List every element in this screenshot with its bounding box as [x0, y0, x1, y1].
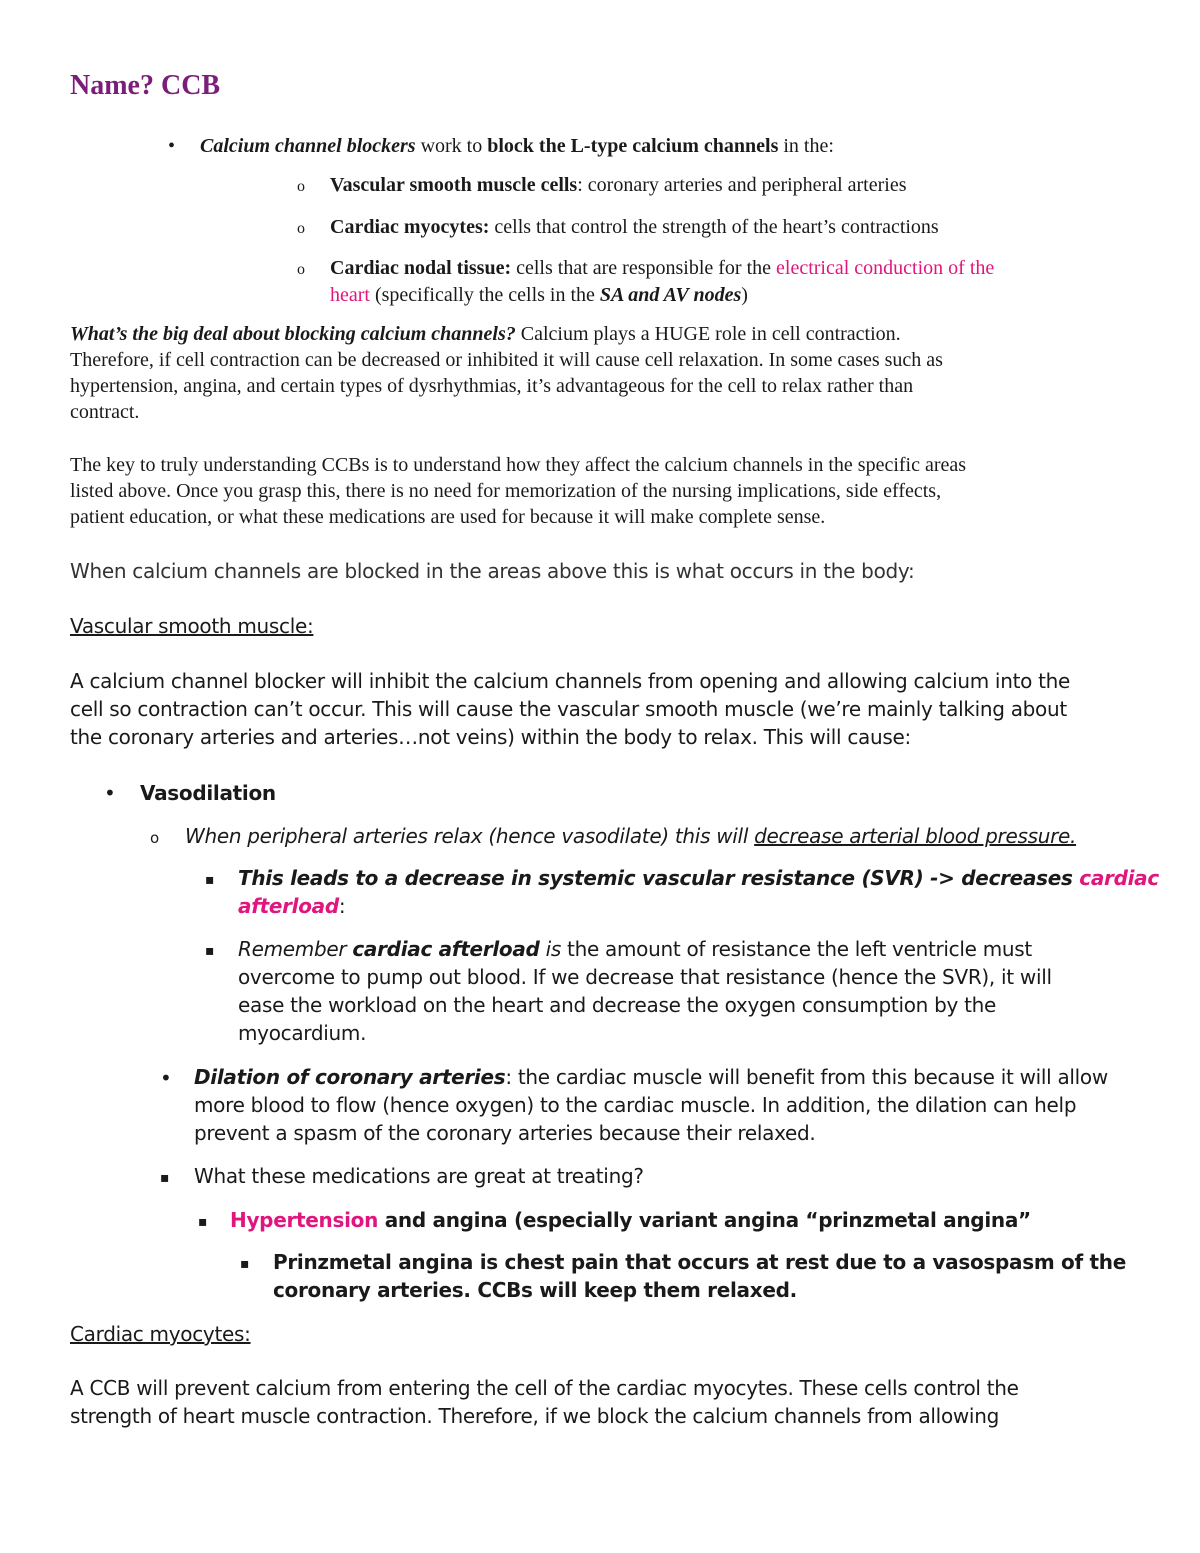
question: What’s the big deal about blocking calcium channels?	[70, 323, 516, 345]
bigdeal-line-3: hypertension, angina, and certain types of dysrhythmias, it’s advantageous for the cell to relax rather than	[70, 375, 914, 397]
dilation-line-1	[194, 1063, 1108, 1091]
text: cells that control the strength of the heart’s contractions	[489, 216, 939, 238]
vsm-line-2: cell so contraction can’t occur. This will cause the vascular smooth muscle (we’re mainly talking about	[70, 697, 1067, 721]
dilation-line-2: more blood to flow (hence oxygen) to the cardiac muscle. In addition, the dilation can help	[194, 1093, 1077, 1117]
text: This leads to a decrease in systemic vascular resistance (SVR) -> decreases	[238, 866, 1080, 890]
bigdeal-line-2: Therefore, if cell contraction can be decreased or inhibited it will cause cell relaxation. In some cases such as	[70, 349, 943, 371]
key-line-2: listed above. Once you grasp this, there is no need for memorization of the nursing implications, side effects,	[70, 480, 942, 502]
remember-line-1	[238, 935, 1032, 963]
prinz-line-1: Prinzmetal angina is chest pain that occurs at rest due to a vasospasm of the	[273, 1250, 1127, 1274]
text: cells that are responsible for the	[511, 257, 777, 279]
hypertension-item	[230, 1206, 1031, 1234]
text: :	[338, 894, 346, 918]
highlight: electrical conduction of the	[776, 257, 995, 279]
term: Cardiac nodal tissue:	[330, 257, 512, 279]
text: is	[539, 937, 561, 961]
term: Vascular smooth muscle cells	[330, 174, 578, 196]
square-bullet: ▪	[240, 1256, 250, 1272]
bigdeal-line-4: contract.	[70, 401, 140, 423]
treating-question: What these medications are great at treating?	[194, 1164, 644, 1188]
intro-sub-nodal-cont	[330, 282, 748, 308]
bullet-dot: •	[160, 1066, 172, 1090]
highlight: heart	[330, 284, 370, 306]
svr-item	[238, 864, 1159, 892]
text: work to	[415, 135, 488, 157]
text: the amount of resistance the left ventricle must	[561, 937, 1032, 961]
sub-bullet-circle: o	[150, 829, 159, 847]
page-title: Name? CCB	[70, 70, 221, 101]
cm-line-1: A CCB will prevent calcium from entering the cell of the cardiac myocytes. These cells control the	[70, 1376, 1019, 1400]
bullet-dot: •	[104, 781, 116, 805]
sub-bullet-circle: o	[297, 261, 305, 278]
sub-bullet-circle: o	[297, 178, 305, 195]
key-line-1: The key to truly understanding CCBs is to understand how they affect the calcium channels in the specific areas	[70, 454, 967, 476]
section-heading-vascular: Vascular smooth muscle:	[70, 614, 314, 638]
vsm-line-1: A calcium channel blocker will inhibit the calcium channels from opening and allowing calcium into the	[70, 669, 1071, 693]
prinz-line-2: coronary arteries. CCBs will keep them relaxed.	[273, 1278, 797, 1302]
section-heading-myocytes: Cardiac myocytes:	[70, 1322, 251, 1346]
text: : the cardiac muscle will benefit from this because it will allow	[505, 1065, 1108, 1089]
term-ccb: Calcium channel blockers	[200, 135, 416, 157]
term: SA and AV nodes	[599, 284, 742, 306]
highlight: Hypertension	[230, 1208, 379, 1232]
square-bullet: ▪	[205, 943, 215, 959]
key-effect: decrease arterial blood pressure.	[754, 824, 1077, 848]
intro-sub-nodal	[330, 255, 994, 281]
term: Cardiac myocytes:	[330, 216, 490, 238]
text: and angina (especially variant angina “prinzmetal angina”	[378, 1208, 1031, 1232]
vsm-line-3: the coronary arteries and arteries…not veins) within the body to relax. This will cause:	[70, 725, 911, 749]
vasodilation-item: Vasodilation	[140, 781, 276, 805]
remember-line-2: overcome to pump out blood. If we decrease that resistance (hence the SVR), it will	[238, 965, 1052, 989]
square-bullet: ▪	[160, 1170, 170, 1186]
square-bullet: ▪	[205, 872, 215, 888]
highlight: cardiac	[1079, 866, 1159, 890]
bullet-dot: •	[168, 135, 176, 157]
text: When peripheral arteries relax (hence vasodilate) this will	[185, 824, 755, 848]
peripheral-item	[185, 822, 1076, 850]
highlight: afterload	[238, 894, 339, 918]
text: Remember	[238, 937, 353, 961]
term: cardiac afterload	[352, 937, 540, 961]
bigdeal-line-1	[70, 321, 901, 347]
intro-sub-myocytes	[330, 214, 939, 240]
cm-line-2: strength of heart muscle contraction. Therefore, if we block the calcium channels from allowing	[70, 1404, 999, 1428]
key-phrase: block the L-type calcium channels	[487, 135, 779, 157]
svr-item-cont	[238, 892, 345, 920]
text: Calcium plays a HUGE role in cell contraction.	[515, 323, 901, 345]
term: Dilation of coronary arteries	[194, 1065, 506, 1089]
intro-bullet	[200, 133, 834, 159]
remember-line-3: ease the workload on the heart and decrease the oxygen consumption by the	[238, 993, 997, 1017]
intro-sub-vascular	[330, 172, 907, 198]
text: in the:	[778, 135, 834, 157]
dilation-line-3: prevent a spasm of the coronary arteries because their relaxed.	[194, 1121, 816, 1145]
sub-bullet-circle: o	[297, 220, 305, 237]
text: : coronary arteries and peripheral arteries	[577, 174, 907, 196]
key-line-3: patient education, or what these medications are used for because it will make complete sense.	[70, 506, 826, 528]
text: )	[741, 284, 748, 306]
when-line: When calcium channels are blocked in the areas above this is what occurs in the body:	[70, 559, 915, 583]
text: (specifically the cells in the	[369, 284, 600, 306]
remember-line-4: myocardium.	[238, 1021, 367, 1045]
square-bullet: ▪	[198, 1214, 208, 1230]
